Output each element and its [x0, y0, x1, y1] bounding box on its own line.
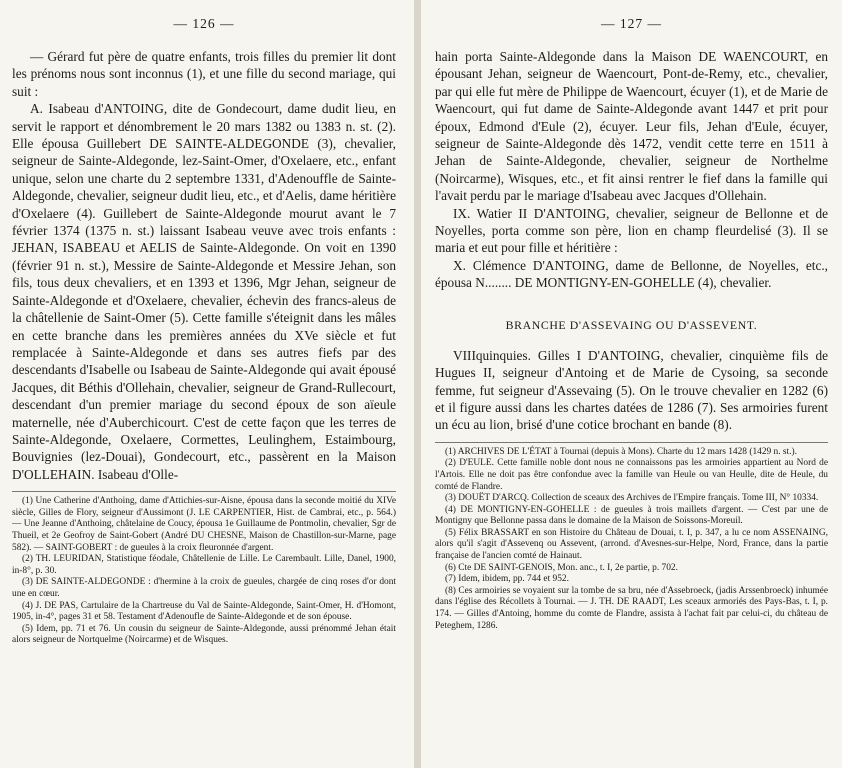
- footnote: (5) Idem, pp. 71 et 76. Un cousin du seigneur de Sainte-Aldegonde, aussi prénommé Jehan était alors seigneur de Nortquelme (Noircarme) et de Wisques.: [12, 623, 396, 646]
- footnote: (8) Ces armoiries se voyaient sur la tombe de sa bru, née d'Assebroeck, (jadis Arssenbroeck) inhumée dans l'église des Récollets à Tournai. — J. TH. DE RAADT, Les sceaux armoriés des Pays-Bas, t. I, p. 174. — Gilles d'Antoing, homme du comte de Flandre, assista à l'achat fait par celui-ci, du château de Peteghem, 1286.: [435, 585, 828, 631]
- footnotes: [12, 491, 396, 647]
- footnote: (4) J. DE PAS, Cartulaire de la Chartreuse du Val de Sainte-Aldegonde, Saint-Omer, H. d'Homont, 1905, in-4°, pages 31 et 58. Testament d'Adenoufle de Sainte-Aldegonde et de son épouse.: [12, 600, 396, 623]
- section-heading: BRANCHE D'ASSEVAING OU D'ASSEVENT.: [505, 317, 758, 332]
- footnote: (2) TH. LEURIDAN, Statistique féodale, Châtellenie de Lille. Le Carembault. Lille, Danel, 1900, in-8°, p. 30.: [12, 554, 396, 576]
- right-page: [420, 0, 842, 768]
- main-text: [12, 48, 396, 483]
- paragraph: X. Clémence D'ANTOING, dame de Bellonne, de Noyelles, etc., épousa N........ DE MONTIGNY-EN-GOHELLE (4), chevalier.: [435, 257, 828, 291]
- left-page: [0, 0, 414, 768]
- paragraph: VIIIquinquies. Gilles I D'ANTOING, chevalier, cinquième fils de Hugues II, seigneur d'Antoing et de Marie de Cysoing, sa seconde femme, fut seigneur d'Assevaing (5). On le trouve chevalier en 1282 (6) et il figure aussi dans les chartes datées de 1286 (7). Ses armoiries furent un écu au lion, brisé d'une cotice brochant en bande (8).: [435, 347, 828, 433]
- paragraph: IX. Watier II D'ANTOING, chevalier, seigneur de Bellonne et de Noyelles, porta comme son père, lion en champ fleurdelisé (3). Il se maria et eut pour fille et héritière :: [435, 205, 828, 256]
- footnote: (7) Idem, ibidem, pp. 744 et 952.: [445, 574, 569, 585]
- footnote: (2) D'EULE. Cette famille noble dont nous ne connaissons pas les armoiries appartient au Nord de l'Artois. Elle ne doit pas être confondue avec la famille van Heule ou van Heulle, dite de Heule, du comté de Flandre.: [435, 458, 828, 492]
- footnote: (5) Félix BRASSART en son Histoire du Château de Douai, t. I, p. 347, a lu ce nom ASSENAING, alors qu'il s'agit d'Assevenq ou Assevent, (arrond. d'Avesnes-sur-Helpe, Nord, France, dans la partie française de l'ancien comté de Hainaut.: [435, 527, 828, 562]
- paragraph: A. Isabeau d'ANTOING, dite de Gondecourt, dame dudit lieu, en servit le rapport et dénombrement le 20 mars 1382 ou 1383 n. st. (2). Elle épousa Guillebert DE SAINTE-ALDEGONDE (3), chevalier, seigneur de Sainte-Aldegonde, lez-Saint-Omer, d'Oxelaere, etc., enfant unique, selon une charte du 2 septembre 1331, d'Adenouffle de Sainte-Aldegonde, chevalier, seigneur dudit lieu, etc., et d'Aelis, dame héritière d'Oxelaere (4). Guillebert de Sainte-Aldegonde mourut avant le 7 février 1374 (1375 n. st.) laissant Isabeau veuve avec trois enfants : JEHAN, ISABEAU et AELIS de Sainte-Aldegonde. On voit en 1390 (février 91 n. st.), Messire de Sainte-Aldegonde et Messire Jehan, son fils, tous deux chevaliers, et en 1393 et 1396, Mgr Jehan, seigneur de Sainte-Aldegonde et d'Oxelaere, chevalier, échevin des francs-aleus de la châtellenie de Saint-Omer (5). Cette famille s'éteignit dans les mâles en cette branche dans les premières années du XVe siècle et fut remplacée à Sainte-Aldegonde et dans ses autres fiefs par des descendants d'Isabelle ou Isabeau de Sainte-Aldegonde qui avait épousé Jacques, dit Béthis d'Ollehain, chevalier, seigneur de Grand-Rullecourt, descendant d'un premier mariage du second époux de son aïeule maternelle, née d'Auberchicourt. C'est de cette façon que les terres de Sainte-Aldegonde, Oxelaere, Cormettes, Leulinghem, Estaimbourg, Bouvignies (lez-Douai), Gondecourt, etc., passèrent en la Maison D'OLLEHAIN. Isabeau d'Olle-: [12, 101, 397, 482]
- main-text: [435, 48, 828, 434]
- footnote: (3) DE SAINTE-ALDEGONDE : d'hermine à la croix de gueules, chargée de cinq roses d'or dont une en cœur.: [12, 577, 396, 599]
- footnote: (1) ARCHIVES DE L'ÉTAT à Tournai (depuis à Mons). Charte du 12 mars 1428 (1429 n. st.).: [445, 446, 797, 457]
- paragraph: hain porta Sainte-Aldegonde dans la Maison DE WAENCOURT, en épousant Jehan, seigneur de Waencourt, Pont-de-Remy, etc., chevalier, par qui elle fut mère de Philippe de Waencourt, écuyer (1), et de Marie de Waencourt, qui fut dame de Sainte-Aldegonde avant 1447 et prit pour époux, Edmond d'Eule (2), écuyer. Leur fils, Jehan d'Eule, écuyer, seigneur de Sainte-Aldegonde dès 1472, vendit cette terre en 1511 à Jehan de Sainte-Aldegonde, chevalier, seigneur de Northelme (Noircarme), Wisques, etc., et fit ainsi rentrer le fief dans la famille qui l'avait perdu par le mariage d'Isabeau avec Jacques d'Ollehain.: [435, 49, 828, 204]
- footnote: (1) Une Catherine d'Anthoing, dame d'Attichies-sur-Aisne, épousa dans la seconde moitié du XIVe siècle, Gilles de Flory, seigneur d'Aussimont (J. LE CARPENTIER, Hist. de Cambrai, etc., p. 564.) — Une Jeanne d'Anthoing, châtelaine de Coucy, épousa 1e Guillaume de Pontmolin, chevalier, Sgr de Thueil, et 2e Geofroy de Saint-Gobert (André DU CHESNE, Maison de Chastillon-sur-Marne, page 582). — SAINT-GOBERT : de gueules à la croix fleuronnée d'argent.: [12, 496, 396, 553]
- page-number: — 127 —: [601, 16, 662, 31]
- footnotes: [435, 442, 828, 633]
- footnote: (3) DOUËT D'ARCQ. Collection de sceaux des Archives de l'Empire français. Tome III, N° 10334.: [445, 493, 819, 504]
- paragraph: — Gérard fut père de quatre enfants, trois filles du premier lit dont les prénoms nous sont inconnus (1), et une fille du second mariage, qui suit :: [12, 49, 396, 99]
- page-number: — 126 —: [173, 16, 235, 31]
- footnote: (4) DE MONTIGNY-EN-GOHELLE : de gueules à trois maillets d'argent. — C'est par une de Montigny que Bellonne passa dans le domaine de la Maison de Soissons-Moreuil.: [435, 504, 828, 527]
- footnote: (6) Cte DE SAINT-GENOIS, Mon. anc., t. I, 2e partie, p. 702.: [445, 562, 678, 573]
